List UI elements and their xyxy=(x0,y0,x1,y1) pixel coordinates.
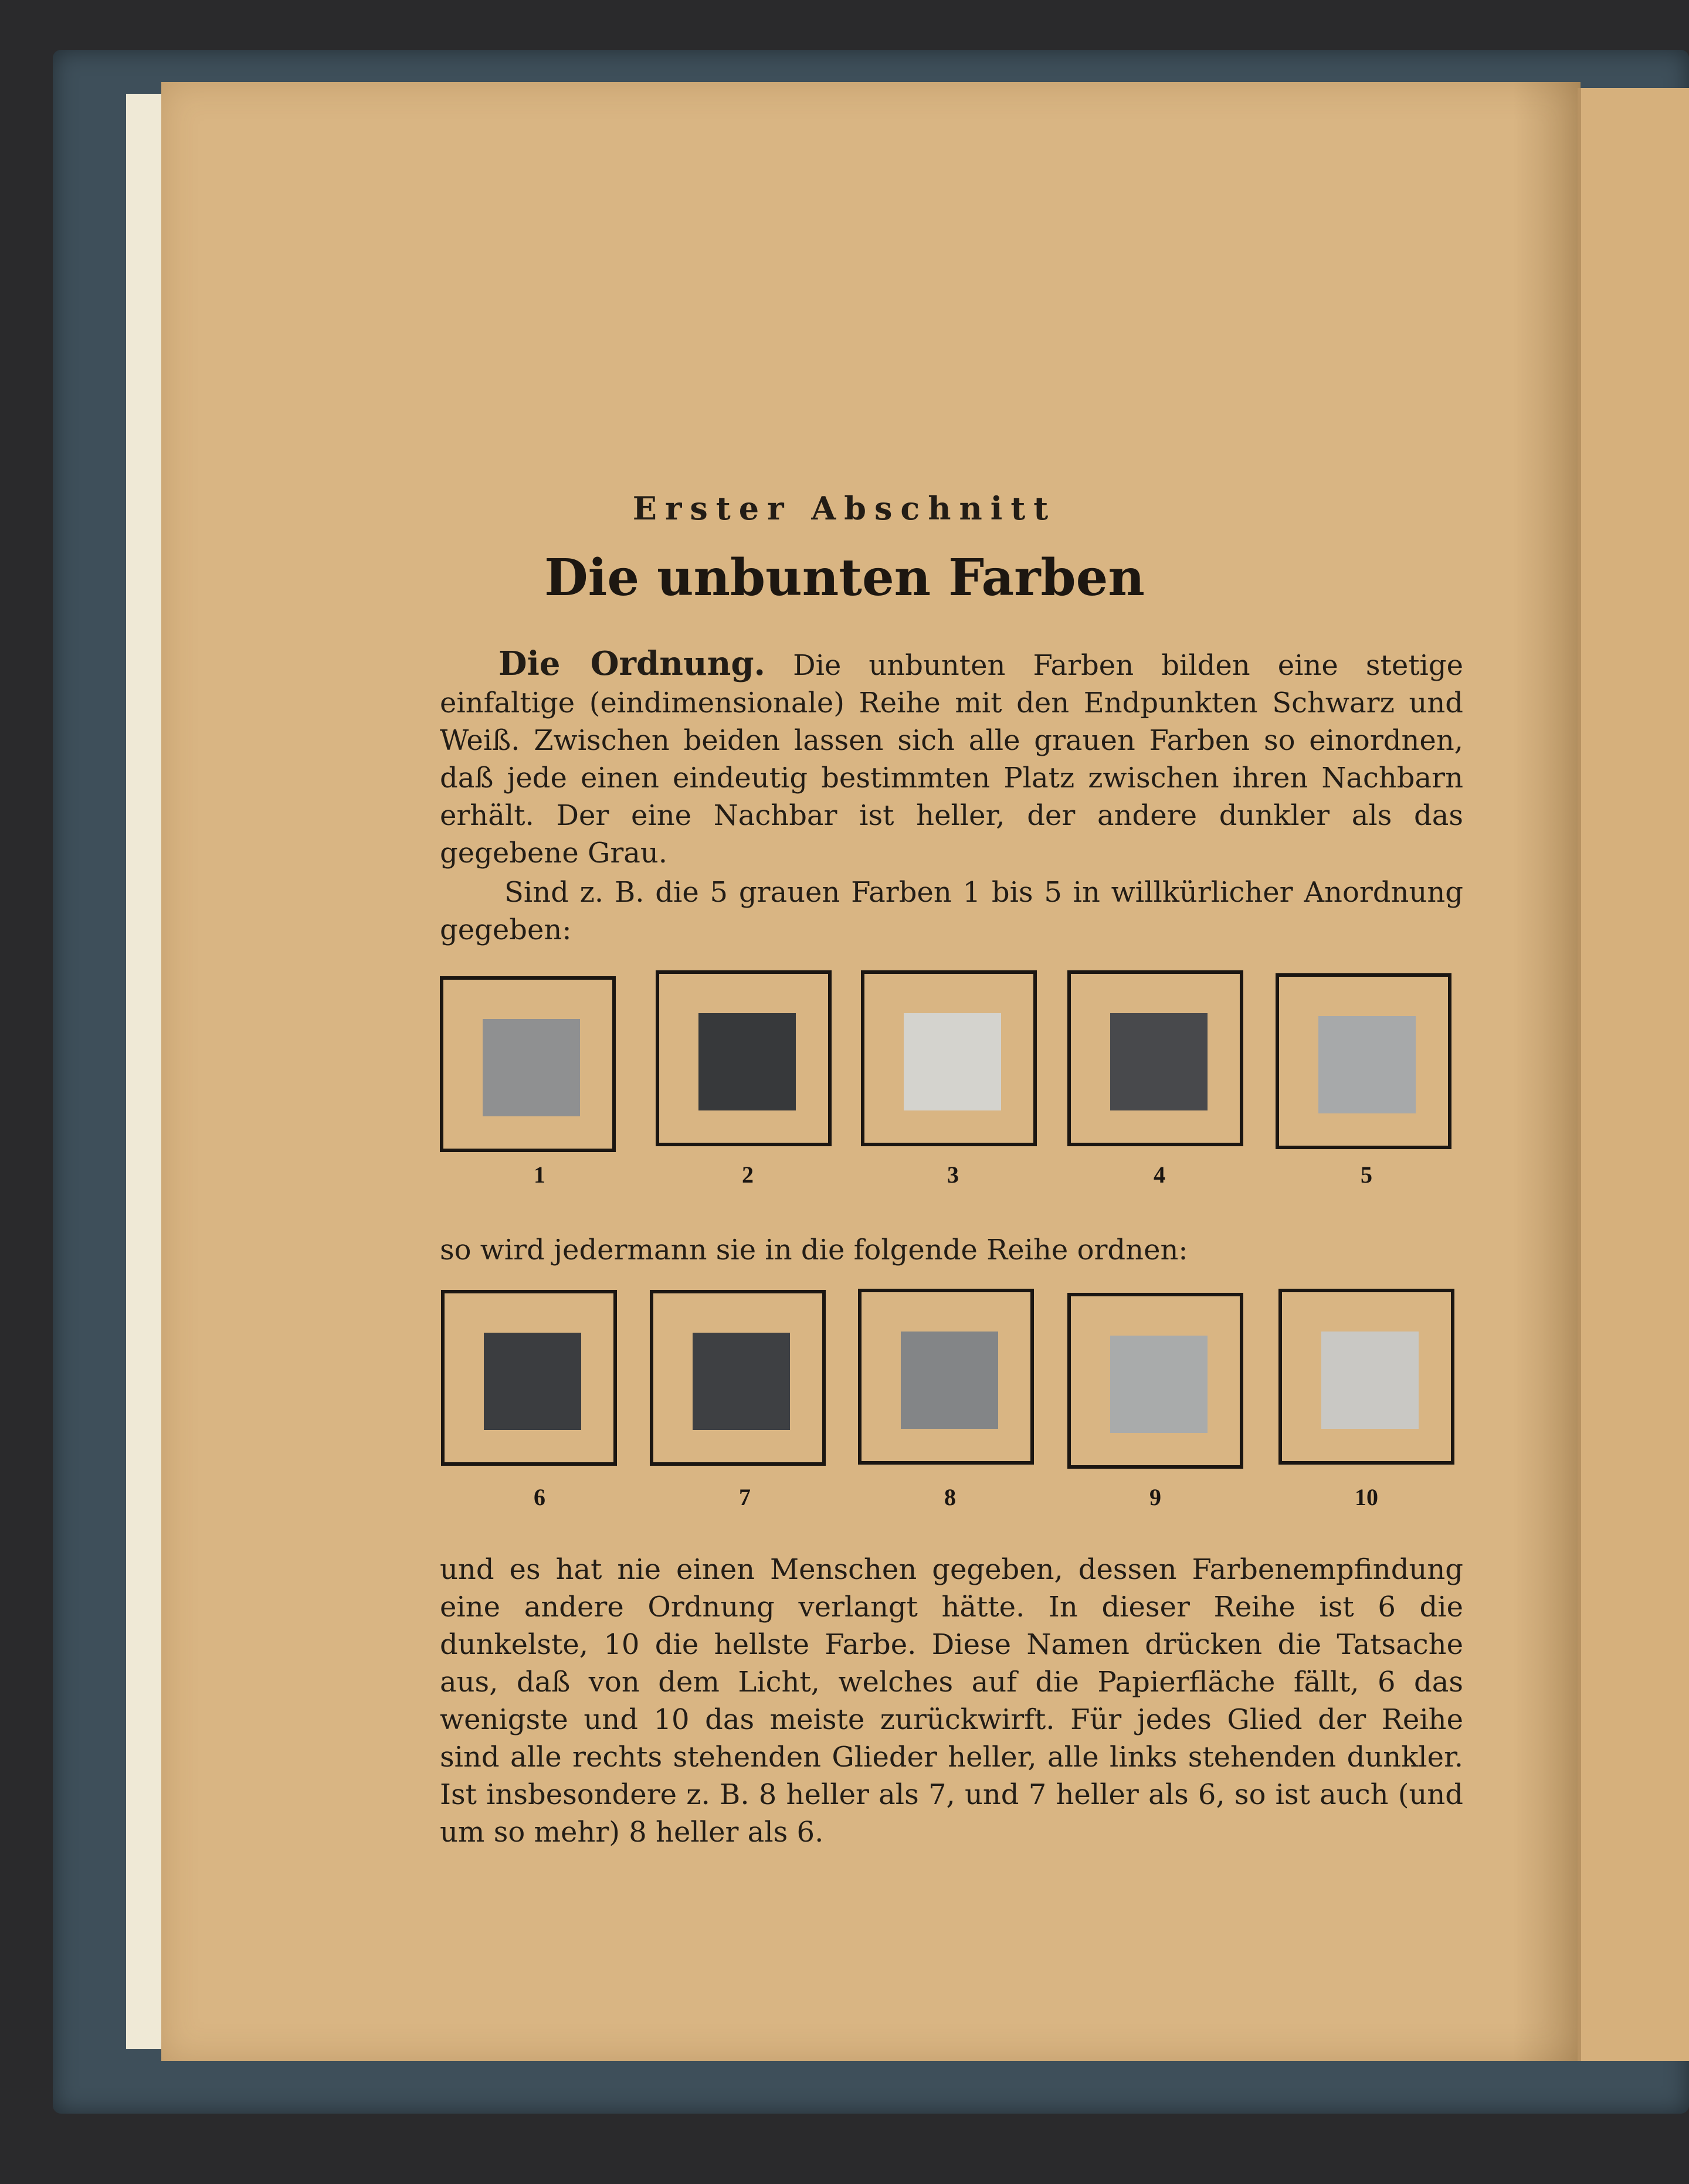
paragraph-ordering: so wird jedermann sie in die folgende Reihe ordnen: xyxy=(440,1234,1188,1266)
gray-swatch xyxy=(698,1013,796,1110)
swatch-frame xyxy=(1276,973,1451,1149)
swatch-number: 8 xyxy=(944,1484,956,1510)
gray-swatch xyxy=(1321,1332,1419,1429)
swatch-frame xyxy=(441,1290,617,1466)
gray-swatch xyxy=(1110,1013,1208,1110)
swatch-number: 10 xyxy=(1355,1484,1378,1510)
swatch-number: 4 xyxy=(1154,1161,1165,1188)
paragraph-ordnung xyxy=(440,645,1463,872)
section-label: Erster Abschnitt xyxy=(632,490,1057,527)
gray-swatch xyxy=(901,1332,998,1429)
gray-swatch xyxy=(483,1019,580,1116)
swatch-frame xyxy=(1067,1293,1243,1469)
swatch-number: 6 xyxy=(534,1484,545,1510)
swatch-frame xyxy=(656,970,832,1146)
chapter-title: Die unbunten Farben xyxy=(544,548,1145,607)
swatch-frame xyxy=(858,1289,1034,1465)
swatch-number: 9 xyxy=(1149,1484,1161,1510)
gray-swatch xyxy=(904,1013,1001,1110)
swatch-number: 7 xyxy=(739,1484,751,1510)
gray-swatch xyxy=(693,1333,790,1430)
swatch-number: 1 xyxy=(534,1161,545,1188)
swatch-number: 2 xyxy=(742,1161,754,1188)
next-page-edge xyxy=(1578,88,1689,2061)
paragraph-text: Die unbunten Farben bilden eine stetige einfaltige (eindimensionale) Reihe mit den Endpunkten Schwarz und Weiß. Zwischen beiden lassen sich alle grauen Farben so einordnen, daß jede einen eindeutig bestimmten Platz zwischen ihren Nachbarn erhält. Der eine Nachbar ist heller, der andere dunkler als das gegebene Grau. xyxy=(440,649,1463,869)
gray-swatch xyxy=(484,1333,581,1430)
paragraph-lead: Die Ordnung. xyxy=(498,644,766,683)
swatch-number: 5 xyxy=(1361,1161,1372,1188)
gray-swatch xyxy=(1318,1016,1416,1113)
swatch-number: 3 xyxy=(947,1161,959,1188)
swatch-frame xyxy=(440,976,616,1152)
swatch-frame xyxy=(650,1290,826,1466)
page-gutter xyxy=(1513,82,1581,2061)
paragraph-conclusion: und es hat nie einen Menschen gegeben, dessen Farbenempfindung eine andere Ordnung verlangt hätte. In dieser Reihe ist 6 die dunkelste, 10 die hellste Farbe. Diese Namen drücken die Tatsache aus, daß von dem Licht, welches auf die Papierfläche fällt, 6 das wenigste und 10 das meiste zurückwirft. Für jedes Glied der Reihe sind alle rechts stehenden Glieder heller, alle links stehenden dunkler. Ist insbesondere z. B. 8 heller als 7, und 7 heller als 6, so ist auch (und um so mehr) 8 heller als 6. xyxy=(440,1553,1463,1849)
swatch-frame xyxy=(861,970,1037,1146)
swatch-frame xyxy=(1067,970,1243,1146)
swatch-frame xyxy=(1278,1289,1454,1465)
paragraph-example: Sind z. B. die 5 grauen Farben 1 bis 5 in willkürlicher Anordnung gegeben: xyxy=(440,876,1463,946)
gray-swatch xyxy=(1110,1336,1208,1433)
